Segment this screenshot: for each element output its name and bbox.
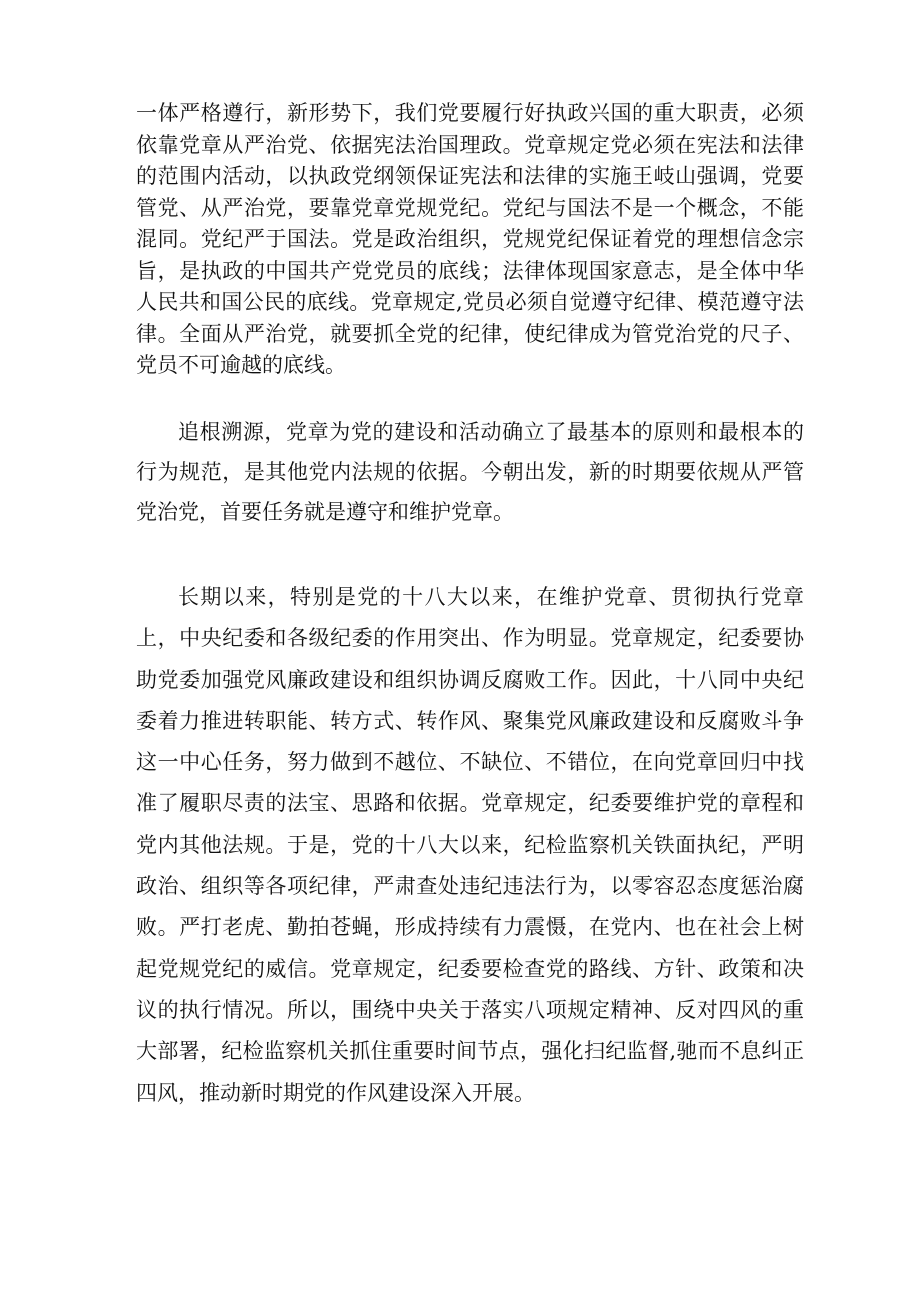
paragraph-1: 一体严格遵行，新形势下，我们党要履行好执政兴国的重大职责，必须依靠党章从严治党、依据宪法治国理政。党章规定党必须在宪法和法律的范围内活动，以执政党纲领保证宪法和法律的实施王岐山强调，党要管党、从严治党，要靠党章党规党纪。党纪与国法不是一个概念，不能混同。党纪严于国法。党是政治组织，党规党纪保证着党的理想信念宗旨，是执政的中国共产党党员的底线；法律体现国家意志，是全体中华人民共和国公民的底线。党章规定,党员必须自觉遵守纪律、模范遵守法律。全面从严治党，就要抓全党的纪律，使纪律成为管党治党的尺子、党员不可逾越的底线。	[136, 101, 804, 377]
paragraph-3: 长期以来，特别是党的十八大以来，在维护党章、贯彻执行党章上，中央纪委和各级纪委的作用突出、作为明显。党章规定，纪委要协助党委加强党风廉政建设和组织协调反腐败工作。因此，十八同中央纪委着力推进转职能、转方式、转作风、聚集党风廉政建设和反腐败斗争这一中心任务，努力做到不越位、不缺位、不错位，在向党章回归中找准了履职尽责的法宝、思路和依据。党章规定，纪委要维护党的章程和党内其他法规。于是，党的十八大以来，纪检监察机关铁面执纪，严明政治、组织等各项纪律，严肃查处违纪违法行为，以零容忍态度惩治腐败。严打老虎、勤拍苍蝇，形成持续有力震慑，在党内、也在社会上树起党规党纪的威信。党章规定，纪委要检查党的路线、方针、政策和决议的执行情况。所以，围绕中央关于落实八项规定精神、反对四风的重大部署，纪检监察机关抓住重要时间节点，强化扫纪监督,驰而不息纠正四风，推动新时期党的作风建设深入开展。	[136, 585, 804, 1105]
paragraph-2: 追根溯源，党章为党的建设和活动确立了最基本的原则和最根本的行为规范，是其他党内法规的依据。今朝出发，新的时期要依规从严管党治党，首要任务就是遵守和维护党章。	[136, 420, 804, 524]
